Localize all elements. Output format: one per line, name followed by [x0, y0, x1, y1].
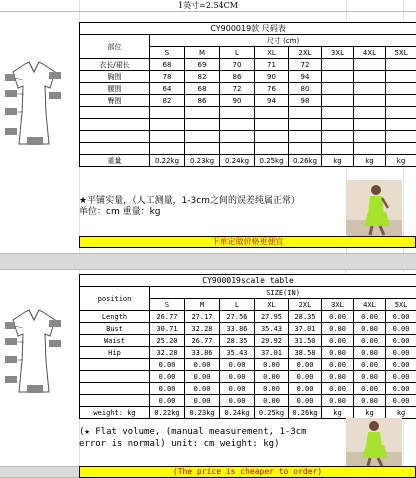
- table-cell: 0.00: [220, 371, 255, 383]
- table-cell: 0.00: [354, 335, 386, 347]
- table-cell: 27.95: [255, 311, 289, 323]
- weight-cell: 0.25kg: [255, 155, 289, 167]
- table-row: [80, 335, 416, 347]
- row-label: 胸围: [80, 71, 150, 83]
- size-header: 3XL: [322, 299, 354, 311]
- table-cell: 28.35: [220, 335, 255, 347]
- table-cell: 90: [220, 95, 255, 107]
- weight-cell: 0.22kg: [150, 407, 185, 419]
- measure-note: [79, 196, 334, 218]
- size-header: XL: [255, 47, 289, 59]
- row-label: [80, 119, 150, 131]
- table-cell: [322, 83, 354, 95]
- table-cell: 78: [150, 71, 185, 83]
- table-cell: 0.00: [386, 395, 416, 407]
- table-cell: [150, 143, 185, 155]
- table-cell: [386, 107, 416, 119]
- table-cell: 27.56: [220, 311, 255, 323]
- table-cell: [354, 95, 386, 107]
- ruler-note: 1英寸=2.54CM: [0, 0, 416, 12]
- model-photo-1: [346, 180, 402, 236]
- table-cell: 0.00: [289, 383, 322, 395]
- table-cell: 68: [185, 83, 220, 95]
- table-cell: 98: [289, 95, 322, 107]
- table-cell: 31.50: [289, 335, 322, 347]
- table-cell: 0.00: [255, 395, 289, 407]
- table-cell: 0.00: [150, 383, 185, 395]
- table-cell: 0.00: [220, 359, 255, 371]
- table-row: [80, 359, 416, 371]
- table-cell: [255, 107, 289, 119]
- table-cell: 82: [185, 71, 220, 83]
- size-unit-header: 尺寸 (cm): [150, 35, 416, 47]
- weight-cell: kg: [354, 407, 386, 419]
- table-row: [80, 311, 416, 323]
- row-label: [80, 383, 150, 395]
- table-row: [80, 83, 416, 95]
- weight-cell: 0.24kg: [220, 155, 255, 167]
- table-cell: 0.00: [386, 347, 416, 359]
- table-cell: [354, 107, 386, 119]
- size-header: S: [150, 47, 185, 59]
- table-cell: 0.00: [322, 335, 354, 347]
- table-cell: 86: [185, 95, 220, 107]
- table-row: [80, 95, 416, 107]
- order-banner: 下单定做价格更便宜: [79, 236, 416, 248]
- table-cell: [220, 143, 255, 155]
- size-header: 2XL: [289, 299, 322, 311]
- table-cell: 0.00: [354, 395, 386, 407]
- table-cell: [150, 107, 185, 119]
- table-cell: 35.43: [220, 347, 255, 359]
- table-cell: 0.00: [220, 395, 255, 407]
- size-header: S: [150, 299, 185, 311]
- row-label: [80, 371, 150, 383]
- table-cell: 0.00: [354, 383, 386, 395]
- table-cell: 30.71: [150, 323, 185, 335]
- size-header: 3XL: [322, 47, 354, 59]
- table-cell: [220, 131, 255, 143]
- weight-cell: 0.25kg: [255, 407, 289, 419]
- garment-diagram-icon: [3, 58, 65, 150]
- table-cell: 76: [255, 83, 289, 95]
- table-cell: 0.00: [255, 383, 289, 395]
- table-row: [80, 131, 416, 143]
- table-cell: [386, 71, 416, 83]
- separator-band: [0, 253, 416, 270]
- table-cell: 0.00: [289, 395, 322, 407]
- model-photo-2: [346, 418, 402, 466]
- table-cell: 35.43: [255, 323, 289, 335]
- table-cell: 0.00: [185, 395, 220, 407]
- size-header: L: [220, 47, 255, 59]
- table-cell: [386, 95, 416, 107]
- table-cell: [322, 59, 354, 71]
- table-cell: 0.00: [150, 395, 185, 407]
- table-cell: 0.00: [255, 359, 289, 371]
- table-row: [80, 395, 416, 407]
- size-header: 2XL: [289, 47, 322, 59]
- table-cell: [185, 107, 220, 119]
- table-cell: 0.00: [354, 311, 386, 323]
- size-unit-header: SIZE(IN): [150, 287, 416, 299]
- table-cell: 0.00: [322, 311, 354, 323]
- table-cell: [220, 107, 255, 119]
- table-cell: 68: [150, 59, 185, 71]
- table-row: [80, 371, 416, 383]
- table-cell: [322, 71, 354, 83]
- table-row: [80, 71, 416, 83]
- table-cell: [185, 143, 220, 155]
- table-cell: 0.00: [354, 371, 386, 383]
- table-cell: 0.00: [185, 359, 220, 371]
- measure-note-line1: ★平铺实量，（人工测量，1-3cm之间的误差纯属正常）: [79, 196, 300, 206]
- table-cell: 0.00: [322, 359, 354, 371]
- table-cell: 70: [220, 59, 255, 71]
- table-cell: 0.00: [354, 347, 386, 359]
- table-cell: 86: [220, 71, 255, 83]
- table-cell: [150, 131, 185, 143]
- weight-cell: kg: [386, 155, 416, 167]
- position-header: 部位: [80, 35, 150, 59]
- table-cell: 37.01: [255, 347, 289, 359]
- weight-cell: 0.26kg: [289, 155, 322, 167]
- weight-cell: 0.22kg: [150, 155, 185, 167]
- table-cell: 0.00: [185, 383, 220, 395]
- table-cell: 72: [220, 83, 255, 95]
- table-cell: 32.28: [150, 347, 185, 359]
- table-cell: [289, 131, 322, 143]
- weight-label: weight: kg: [80, 407, 150, 419]
- garment-diagram-icon: [3, 306, 65, 398]
- table-cell: 38.58: [289, 347, 322, 359]
- weight-row: [80, 407, 416, 419]
- size-header: M: [185, 299, 220, 311]
- weight-cell: 0.23kg: [185, 407, 220, 419]
- table-cell: 33.86: [220, 323, 255, 335]
- table-cell: 0.00: [386, 359, 416, 371]
- table-cell: [322, 95, 354, 107]
- measure-note-english: (★ Flat volume, (manual measurement, 1-3cm error is normal) unit: cm weight: kg): [79, 427, 307, 449]
- table-cell: 0.00: [289, 371, 322, 383]
- table-cell: [386, 83, 416, 95]
- size-header: 4XL: [354, 299, 386, 311]
- weight-cell: kg: [386, 407, 416, 419]
- row-label: 衣长/裙长: [80, 59, 150, 71]
- row-label: [80, 107, 150, 119]
- row-label: [80, 359, 150, 371]
- table-cell: 0.00: [150, 359, 185, 371]
- row-label: Bust: [80, 323, 150, 335]
- table-cell: 37.01: [289, 323, 322, 335]
- weight-cell: 0.23kg: [185, 155, 220, 167]
- table-row: [80, 119, 416, 131]
- table-cell: 25.20: [150, 335, 185, 347]
- table-cell: [150, 119, 185, 131]
- weight-cell: kg: [354, 155, 386, 167]
- table-title: CY900019款 尺码表: [80, 23, 416, 35]
- table-cell: [354, 71, 386, 83]
- table-cell: [289, 143, 322, 155]
- table-cell: [255, 131, 289, 143]
- table-cell: [255, 119, 289, 131]
- table-cell: [185, 131, 220, 143]
- table-cell: 0.00: [220, 383, 255, 395]
- table-cell: 94: [289, 71, 322, 83]
- table-cell: [354, 131, 386, 143]
- table-cell: 90: [255, 71, 289, 83]
- table-cell: [289, 107, 322, 119]
- table-cell: [220, 119, 255, 131]
- table-cell: 28.35: [289, 311, 322, 323]
- table-cell: [322, 119, 354, 131]
- table-cell: [289, 119, 322, 131]
- table-cell: 0.00: [185, 371, 220, 383]
- table-cell: 0.00: [354, 323, 386, 335]
- row-label: 腰围: [80, 83, 150, 95]
- table-cell: 33.86: [185, 347, 220, 359]
- table-title: CY900019scale table: [80, 275, 416, 287]
- table-cell: 80: [289, 83, 322, 95]
- table-cell: 82: [150, 95, 185, 107]
- measure-note-line2: 单位：cm 重量：kg: [79, 207, 161, 217]
- table-cell: 26.77: [185, 335, 220, 347]
- table-cell: [386, 119, 416, 131]
- table-cell: 71: [255, 59, 289, 71]
- table-cell: [255, 143, 289, 155]
- table-row: [80, 347, 416, 359]
- table-cell: 72: [289, 59, 322, 71]
- table-cell: 0.00: [386, 335, 416, 347]
- size-header: 4XL: [354, 47, 386, 59]
- table-cell: 27.17: [185, 311, 220, 323]
- table-row: [80, 107, 416, 119]
- row-label: Length: [80, 311, 150, 323]
- table-cell: 64: [150, 83, 185, 95]
- weight-cell: 0.24kg: [220, 407, 255, 419]
- row-label: 臀围: [80, 95, 150, 107]
- table-cell: [185, 119, 220, 131]
- row-label: [80, 143, 150, 155]
- table-cell: 26.77: [150, 311, 185, 323]
- row-label: Waist: [80, 335, 150, 347]
- table-cell: [386, 143, 416, 155]
- weight-cell: 0.26kg: [289, 407, 322, 419]
- chinese-size-table: [79, 22, 416, 167]
- table-row: [80, 323, 416, 335]
- row-label: [80, 395, 150, 407]
- table-cell: [386, 131, 416, 143]
- weight-row: [80, 155, 416, 167]
- table-cell: 0.00: [322, 371, 354, 383]
- table-row: [80, 383, 416, 395]
- size-header: M: [185, 47, 220, 59]
- table-row: [80, 143, 416, 155]
- table-cell: 69: [185, 59, 220, 71]
- row-label: Hip: [80, 347, 150, 359]
- table-cell: [354, 119, 386, 131]
- table-cell: 0.00: [255, 371, 289, 383]
- table-cell: 0.00: [322, 395, 354, 407]
- table-cell: 0.00: [150, 371, 185, 383]
- table-cell: [354, 83, 386, 95]
- table-cell: [322, 107, 354, 119]
- table-cell: [322, 143, 354, 155]
- table-cell: [322, 131, 354, 143]
- size-header: XL: [255, 299, 289, 311]
- table-cell: [354, 59, 386, 71]
- size-header: 5XL: [386, 299, 416, 311]
- table-row: [80, 59, 416, 71]
- table-cell: 0.00: [386, 383, 416, 395]
- weight-label: 重量: [80, 155, 150, 167]
- table-cell: [386, 59, 416, 71]
- table-cell: 0.00: [386, 311, 416, 323]
- table-cell: [354, 143, 386, 155]
- table-cell: 0.00: [322, 383, 354, 395]
- table-cell: 94: [255, 95, 289, 107]
- table-cell: 29.92: [255, 335, 289, 347]
- table-cell: 0.00: [289, 359, 322, 371]
- table-cell: 0.00: [386, 323, 416, 335]
- order-banner-english: (The price is cheaper to order): [79, 466, 416, 478]
- table-cell: 0.00: [354, 359, 386, 371]
- english-size-table: [79, 274, 416, 419]
- table-cell: 0.00: [322, 347, 354, 359]
- row-label: [80, 131, 150, 143]
- position-header: position: [80, 287, 150, 311]
- size-header: 5XL: [386, 47, 416, 59]
- weight-cell: kg: [322, 407, 354, 419]
- table-cell: 32.28: [185, 323, 220, 335]
- model-figure-icon: [346, 180, 402, 236]
- table-cell: 0.00: [322, 323, 354, 335]
- model-figure-icon: [346, 418, 402, 466]
- weight-cell: kg: [322, 155, 354, 167]
- table-cell: 0.00: [386, 371, 416, 383]
- size-header: L: [220, 299, 255, 311]
